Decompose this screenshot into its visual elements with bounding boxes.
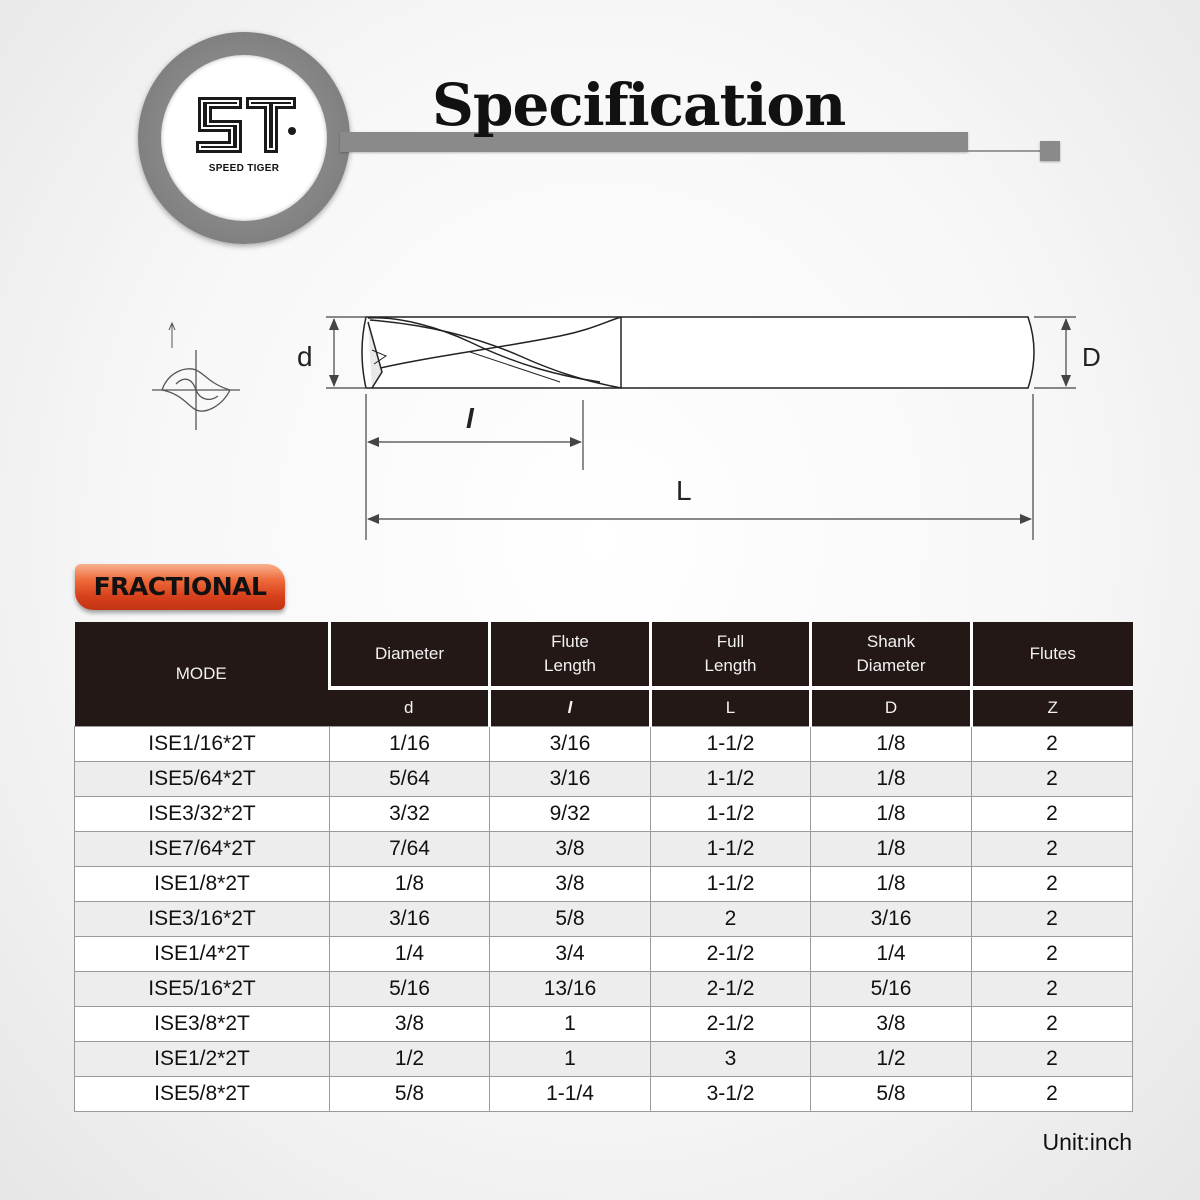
header-flute-length: [490, 622, 651, 688]
header-full-length-line1: Full: [716, 632, 745, 651]
table-row: [75, 902, 1133, 937]
cell-mode: ISE1/16*2T: [75, 727, 330, 762]
cell-flute-length: 5/8: [490, 902, 651, 937]
cell-flutes: 2: [972, 902, 1133, 937]
table-row: [75, 832, 1133, 867]
st-logo-icon: [192, 93, 300, 161]
cell-flute-length: 3/8: [490, 867, 651, 902]
cross-section-icon: [152, 323, 240, 430]
label-D: D: [1082, 342, 1101, 372]
cell-diameter: 3/16: [330, 902, 490, 937]
symbol-L: L: [651, 688, 811, 727]
cell-flutes: 2: [972, 762, 1133, 797]
cell-shank-diameter: 1/8: [811, 727, 972, 762]
cell-flutes: 2: [972, 1042, 1133, 1077]
table-row: [75, 937, 1133, 972]
header-full-length-line2: Length: [704, 656, 757, 675]
cell-diameter: 1/4: [330, 937, 490, 972]
symbol-D: D: [811, 688, 972, 727]
title-end-square: [1040, 141, 1060, 161]
header-flute-length-line2: Length: [544, 656, 596, 675]
cell-flutes: 2: [972, 867, 1133, 902]
cell-mode: ISE3/16*2T: [75, 902, 330, 937]
cell-flute-length: 1: [490, 1042, 651, 1077]
table-row: [75, 1007, 1133, 1042]
cell-diameter: 1/2: [330, 1042, 490, 1077]
table-header: [75, 622, 1133, 727]
end-mill-drawing: [0, 290, 1200, 560]
cell-mode: ISE3/8*2T: [75, 1007, 330, 1042]
cell-flute-length: 3/8: [490, 832, 651, 867]
cell-flutes: 2: [972, 1077, 1133, 1112]
cell-flutes: 2: [972, 727, 1133, 762]
cell-shank-diameter: 1/8: [811, 832, 972, 867]
cell-full-length: 1-1/2: [651, 832, 811, 867]
cell-shank-diameter: 1/2: [811, 1042, 972, 1077]
cell-flutes: 2: [972, 832, 1133, 867]
cell-full-length: 2-1/2: [651, 972, 811, 1007]
table-row: [75, 1042, 1133, 1077]
cell-flute-length: 3/4: [490, 937, 651, 972]
cell-shank-diameter: 1/8: [811, 867, 972, 902]
cell-shank-diameter: 1/8: [811, 762, 972, 797]
cell-mode: ISE7/64*2T: [75, 832, 330, 867]
cell-full-length: 1-1/2: [651, 797, 811, 832]
table-row: [75, 1077, 1133, 1112]
label-flute-length: l: [466, 403, 474, 434]
header-flute-length-line1: Flute: [551, 632, 589, 651]
cell-flute-length: 1: [490, 1007, 651, 1042]
cell-mode: ISE1/2*2T: [75, 1042, 330, 1077]
cell-diameter: 5/64: [330, 762, 490, 797]
label-d: d: [297, 341, 313, 372]
cell-diameter: 3/32: [330, 797, 490, 832]
cell-full-length: 3: [651, 1042, 811, 1077]
cell-flutes: 2: [972, 937, 1133, 972]
cell-shank-diameter: 3/16: [811, 902, 972, 937]
table-row: [75, 867, 1133, 902]
dimension-d: [326, 317, 366, 388]
header-mode: MODE: [75, 622, 330, 727]
cell-full-length: 2-1/2: [651, 937, 811, 972]
cell-diameter: 5/16: [330, 972, 490, 1007]
end-mill-body: [362, 317, 1034, 388]
fractional-badge-label: FRACTIONAL: [93, 572, 267, 601]
spec-table: [74, 622, 1133, 1112]
header-flutes-line1: Flutes: [1029, 644, 1076, 663]
header-shank-diameter-line1: Shank: [866, 632, 916, 651]
cell-shank-diameter: 3/8: [811, 1007, 972, 1042]
title-connector-line: [968, 150, 1042, 152]
cell-flute-length: 3/16: [490, 762, 651, 797]
header-full-length: [651, 622, 811, 688]
cell-mode: ISE5/64*2T: [75, 762, 330, 797]
table-row: [75, 972, 1133, 1007]
brand-name: SPEED TIGER: [208, 163, 280, 174]
header-flutes: [972, 622, 1133, 688]
cell-flutes: 2: [972, 797, 1133, 832]
label-full-length: L: [676, 475, 692, 506]
symbol-d: d: [330, 688, 490, 727]
cell-flutes: 2: [972, 972, 1133, 1007]
table-row: [75, 797, 1133, 832]
unit-note: Unit:inch: [1042, 1129, 1132, 1155]
cell-mode: ISE5/8*2T: [75, 1077, 330, 1112]
cell-full-length: 1-1/2: [651, 727, 811, 762]
cell-full-length: 2: [651, 902, 811, 937]
cell-flute-length: 9/32: [490, 797, 651, 832]
symbol-l: l: [490, 688, 651, 727]
cell-full-length: 2-1/2: [651, 1007, 811, 1042]
cell-mode: ISE1/4*2T: [75, 937, 330, 972]
cell-mode: ISE3/32*2T: [75, 797, 330, 832]
cell-flute-length: 13/16: [490, 972, 651, 1007]
logo-badge: [161, 55, 327, 221]
table-body: [75, 727, 1133, 1112]
cell-mode: ISE1/8*2T: [75, 867, 330, 902]
cell-diameter: 3/8: [330, 1007, 490, 1042]
header-diameter-line1: Diameter: [375, 644, 444, 663]
header-shank-diameter-line2: Diameter: [856, 656, 926, 675]
cell-diameter: 7/64: [330, 832, 490, 867]
fractional-badge: [75, 564, 285, 610]
cell-diameter: 5/8: [330, 1077, 490, 1112]
cell-diameter: 1/16: [330, 727, 490, 762]
cell-shank-diameter: 5/8: [811, 1077, 972, 1112]
cell-flutes: 2: [972, 1007, 1133, 1042]
cell-full-length: 1-1/2: [651, 762, 811, 797]
cell-shank-diameter: 1/4: [811, 937, 972, 972]
cell-flute-length: 1-1/4: [490, 1077, 651, 1112]
cell-flute-length: 3/16: [490, 727, 651, 762]
symbol-Z: Z: [972, 688, 1133, 727]
cell-shank-diameter: 5/16: [811, 972, 972, 1007]
header-diameter: [330, 622, 490, 688]
page-title: Specification: [432, 71, 846, 139]
dimension-D: [1034, 317, 1076, 388]
cell-diameter: 1/8: [330, 867, 490, 902]
cell-mode: ISE5/16*2T: [75, 972, 330, 1007]
dimension-flute-length: [366, 394, 583, 540]
cell-full-length: 3-1/2: [651, 1077, 811, 1112]
brand-logo: [138, 32, 350, 244]
table-row: [75, 727, 1133, 762]
table-row: [75, 762, 1133, 797]
cell-full-length: 1-1/2: [651, 867, 811, 902]
cell-shank-diameter: 1/8: [811, 797, 972, 832]
header-shank-diameter: [811, 622, 972, 688]
